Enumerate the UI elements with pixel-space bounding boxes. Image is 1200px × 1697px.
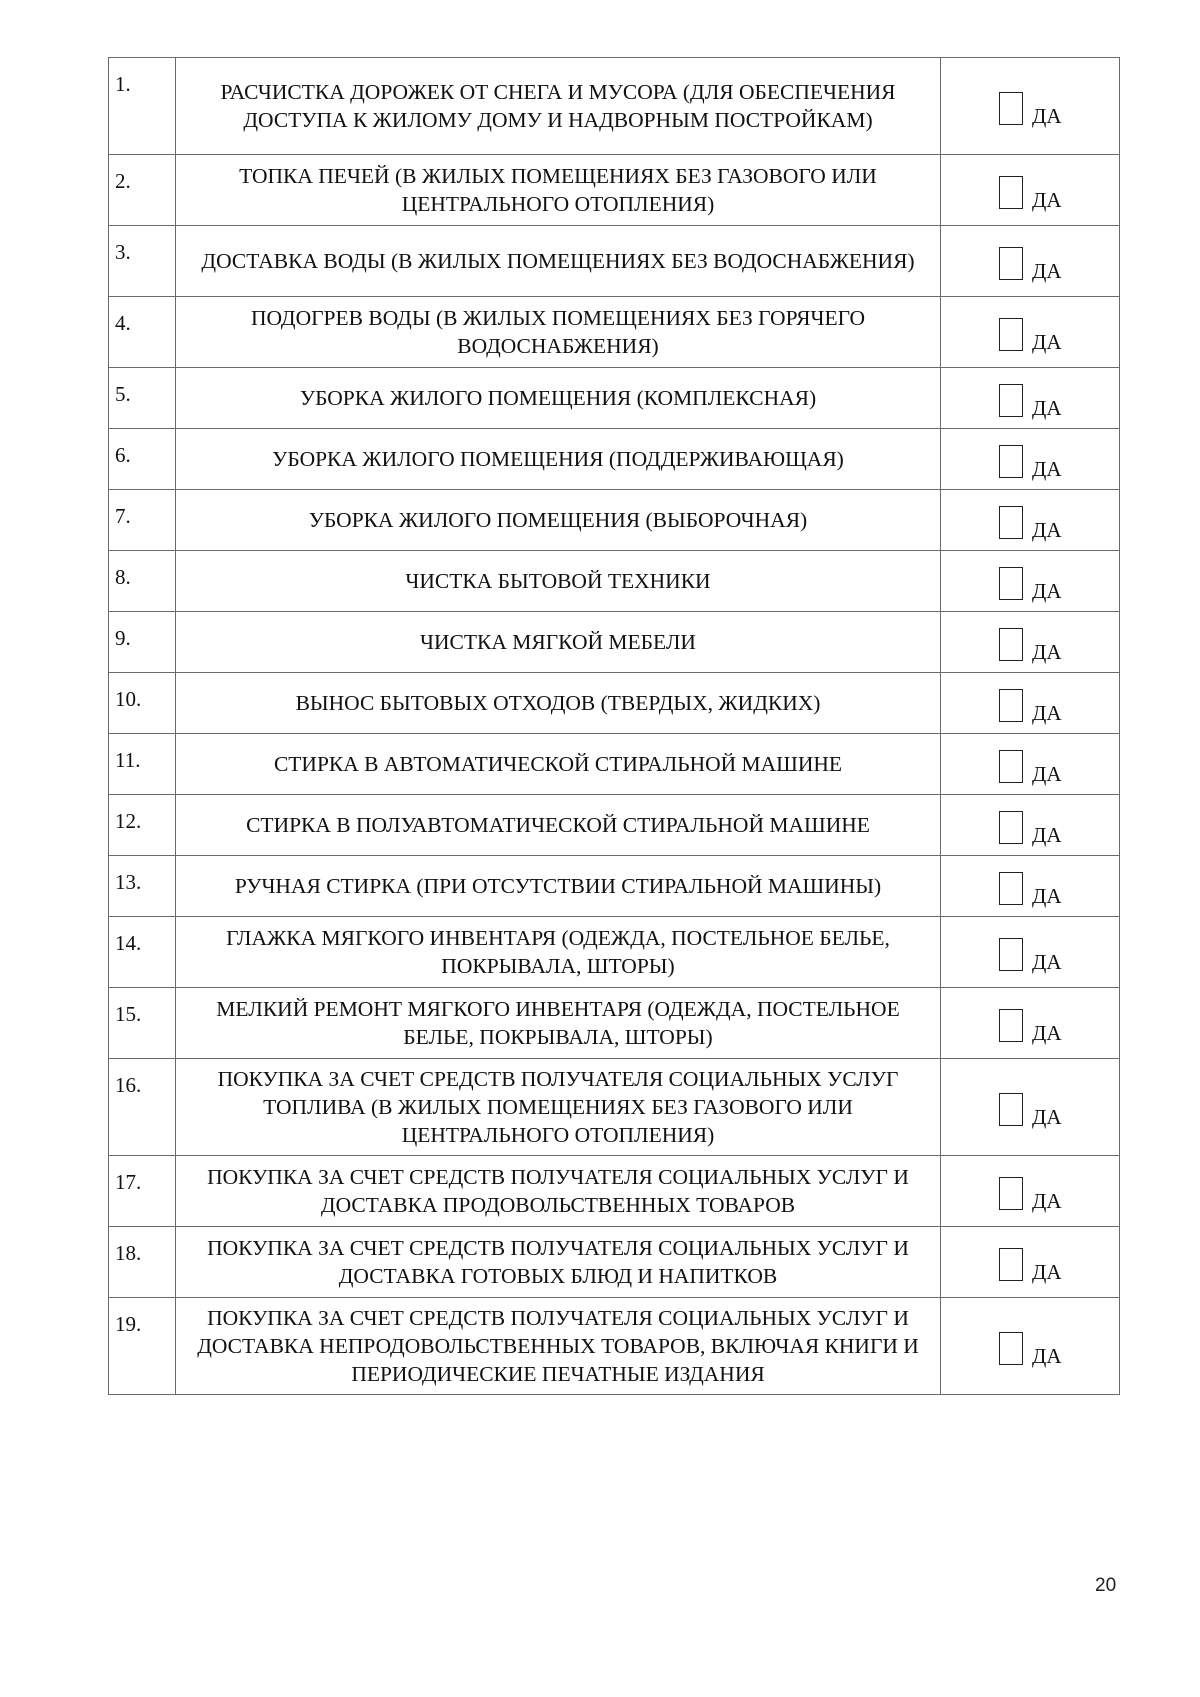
row-number: 4. xyxy=(109,297,176,368)
row-number: 19. xyxy=(109,1298,176,1395)
yes-checkbox[interactable] xyxy=(999,176,1023,209)
row-number: 2. xyxy=(109,155,176,226)
table-row xyxy=(109,988,1120,1059)
row-number: 13. xyxy=(109,856,176,917)
yes-checkbox[interactable] xyxy=(999,1248,1023,1281)
yes-checkbox[interactable] xyxy=(999,1177,1023,1210)
service-description: ПОДОГРЕВ ВОДЫ (В ЖИЛЫХ ПОМЕЩЕНИЯХ БЕЗ ГОРЯЧЕГО ВОДОСНАБЖЕНИЯ) xyxy=(176,297,941,368)
service-description: ГЛАЖКА МЯГКОГО ИНВЕНТАРЯ (ОДЕЖДА, ПОСТЕЛЬНОЕ БЕЛЬЕ, ПОКРЫВАЛА, ШТОРЫ) xyxy=(176,917,941,988)
yes-label: ДА xyxy=(1032,103,1062,128)
yes-checkbox[interactable] xyxy=(999,567,1023,600)
table-row xyxy=(109,226,1120,297)
service-option-cell xyxy=(941,1059,1120,1156)
service-option-cell xyxy=(941,429,1120,490)
yes-label: ДА xyxy=(1032,1343,1062,1368)
service-option-cell xyxy=(941,226,1120,297)
service-description: ПОКУПКА ЗА СЧЕТ СРЕДСТВ ПОЛУЧАТЕЛЯ СОЦИАЛЬНЫХ УСЛУГ ТОПЛИВА (В ЖИЛЫХ ПОМЕЩЕНИЯХ БЕЗ ГАЗОВОГО ИЛИ ЦЕНТРАЛЬНОГО ОТОПЛЕНИЯ) xyxy=(176,1059,941,1156)
service-option-cell xyxy=(941,1227,1120,1298)
service-description: ЧИСТКА МЯГКОЙ МЕБЕЛИ xyxy=(176,612,941,673)
service-option-cell xyxy=(941,297,1120,368)
table-row xyxy=(109,1156,1120,1227)
yes-option[interactable] xyxy=(941,563,1119,603)
row-number: 18. xyxy=(109,1227,176,1298)
yes-label: ДА xyxy=(1032,329,1062,354)
yes-label: ДА xyxy=(1032,822,1062,847)
table-row xyxy=(109,490,1120,551)
yes-checkbox[interactable] xyxy=(999,384,1023,417)
service-option-cell xyxy=(941,988,1120,1059)
yes-label: ДА xyxy=(1032,456,1062,481)
yes-option[interactable] xyxy=(941,1089,1119,1129)
yes-option[interactable] xyxy=(941,243,1119,283)
service-option-cell xyxy=(941,368,1120,429)
service-option-cell xyxy=(941,734,1120,795)
yes-label: ДА xyxy=(1032,517,1062,542)
service-description: УБОРКА ЖИЛОГО ПОМЕЩЕНИЯ (ВЫБОРОЧНАЯ) xyxy=(176,490,941,551)
yes-option[interactable] xyxy=(941,1244,1119,1284)
row-number: 8. xyxy=(109,551,176,612)
service-option-cell xyxy=(941,917,1120,988)
yes-checkbox[interactable] xyxy=(999,811,1023,844)
service-description: ДОСТАВКА ВОДЫ (В ЖИЛЫХ ПОМЕЩЕНИЯХ БЕЗ ВОДОСНАБЖЕНИЯ) xyxy=(176,226,941,297)
yes-checkbox[interactable] xyxy=(999,938,1023,971)
row-number: 14. xyxy=(109,917,176,988)
row-number: 5. xyxy=(109,368,176,429)
yes-label: ДА xyxy=(1032,395,1062,420)
yes-label: ДА xyxy=(1032,578,1062,603)
page-number: 20 xyxy=(1095,1575,1117,1596)
service-description: РУЧНАЯ СТИРКА (ПРИ ОТСУТСТВИИ СТИРАЛЬНОЙ МАШИНЫ) xyxy=(176,856,941,917)
yes-checkbox[interactable] xyxy=(999,445,1023,478)
table-row xyxy=(109,1298,1120,1395)
table-row xyxy=(109,612,1120,673)
yes-option[interactable] xyxy=(941,685,1119,725)
row-number: 9. xyxy=(109,612,176,673)
table-row xyxy=(109,429,1120,490)
yes-label: ДА xyxy=(1032,949,1062,974)
row-number: 17. xyxy=(109,1156,176,1227)
yes-checkbox[interactable] xyxy=(999,1009,1023,1042)
yes-option[interactable] xyxy=(941,88,1119,128)
yes-option[interactable] xyxy=(941,314,1119,354)
yes-label: ДА xyxy=(1032,700,1062,725)
table-row xyxy=(109,368,1120,429)
service-description: ПОКУПКА ЗА СЧЕТ СРЕДСТВ ПОЛУЧАТЕЛЯ СОЦИАЛЬНЫХ УСЛУГ И ДОСТАВКА ПРОДОВОЛЬСТВЕННЫХ ТОВАРОВ xyxy=(176,1156,941,1227)
yes-label: ДА xyxy=(1032,258,1062,283)
service-description: СТИРКА В ПОЛУАВТОМАТИЧЕСКОЙ СТИРАЛЬНОЙ МАШИНЕ xyxy=(176,795,941,856)
service-option-cell xyxy=(941,612,1120,673)
yes-checkbox[interactable] xyxy=(999,92,1023,125)
service-description: МЕЛКИЙ РЕМОНТ МЯГКОГО ИНВЕНТАРЯ (ОДЕЖДА, ПОСТЕЛЬНОЕ БЕЛЬЕ, ПОКРЫВАЛА, ШТОРЫ) xyxy=(176,988,941,1059)
yes-checkbox[interactable] xyxy=(999,872,1023,905)
yes-label: ДА xyxy=(1032,1259,1062,1284)
yes-label: ДА xyxy=(1032,639,1062,664)
service-description: ЧИСТКА БЫТОВОЙ ТЕХНИКИ xyxy=(176,551,941,612)
yes-option[interactable] xyxy=(941,172,1119,212)
table-row xyxy=(109,673,1120,734)
service-option-cell xyxy=(941,795,1120,856)
yes-checkbox[interactable] xyxy=(999,628,1023,661)
row-number: 10. xyxy=(109,673,176,734)
service-description: ТОПКА ПЕЧЕЙ (В ЖИЛЫХ ПОМЕЩЕНИЯХ БЕЗ ГАЗОВОГО ИЛИ ЦЕНТРАЛЬНОГО ОТОПЛЕНИЯ) xyxy=(176,155,941,226)
table-row xyxy=(109,734,1120,795)
service-description: СТИРКА В АВТОМАТИЧЕСКОЙ СТИРАЛЬНОЙ МАШИНЕ xyxy=(176,734,941,795)
services-table xyxy=(108,57,1120,1395)
yes-option[interactable] xyxy=(941,441,1119,481)
service-option-cell xyxy=(941,856,1120,917)
yes-checkbox[interactable] xyxy=(999,1093,1023,1126)
yes-option[interactable] xyxy=(941,380,1119,420)
service-description: ПОКУПКА ЗА СЧЕТ СРЕДСТВ ПОЛУЧАТЕЛЯ СОЦИАЛЬНЫХ УСЛУГ И ДОСТАВКА НЕПРОДОВОЛЬСТВЕННЫХ ТОВАРОВ, ВКЛЮЧАЯ КНИГИ И ПЕРИОДИЧЕСКИЕ ПЕЧАТНЫЕ ИЗДАНИЯ xyxy=(176,1298,941,1395)
service-option-cell xyxy=(941,490,1120,551)
service-option-cell xyxy=(941,155,1120,226)
yes-label: ДА xyxy=(1032,187,1062,212)
yes-option[interactable] xyxy=(941,746,1119,786)
yes-checkbox[interactable] xyxy=(999,318,1023,351)
yes-option[interactable] xyxy=(941,624,1119,664)
yes-checkbox[interactable] xyxy=(999,506,1023,539)
row-number: 3. xyxy=(109,226,176,297)
service-option-cell xyxy=(941,1156,1120,1227)
table-row xyxy=(109,1059,1120,1156)
yes-option[interactable] xyxy=(941,1173,1119,1213)
yes-checkbox[interactable] xyxy=(999,689,1023,722)
service-description: ВЫНОС БЫТОВЫХ ОТХОДОВ (ТВЕРДЫХ, ЖИДКИХ) xyxy=(176,673,941,734)
yes-option[interactable] xyxy=(941,1328,1119,1368)
table-row xyxy=(109,1227,1120,1298)
table-row xyxy=(109,155,1120,226)
table-row xyxy=(109,856,1120,917)
row-number: 7. xyxy=(109,490,176,551)
service-description: УБОРКА ЖИЛОГО ПОМЕЩЕНИЯ (КОМПЛЕКСНАЯ) xyxy=(176,368,941,429)
service-option-cell xyxy=(941,58,1120,155)
row-number: 16. xyxy=(109,1059,176,1156)
service-option-cell xyxy=(941,673,1120,734)
yes-label: ДА xyxy=(1032,1188,1062,1213)
yes-label: ДА xyxy=(1032,1104,1062,1129)
service-description: РАСЧИСТКА ДОРОЖЕК ОТ СНЕГА И МУСОРА (ДЛЯ ОБЕСПЕЧЕНИЯ ДОСТУПА К ЖИЛОМУ ДОМУ И НАДВОРНЫМ ПОСТРОЙКАМ) xyxy=(176,58,941,155)
row-number: 6. xyxy=(109,429,176,490)
service-description: ПОКУПКА ЗА СЧЕТ СРЕДСТВ ПОЛУЧАТЕЛЯ СОЦИАЛЬНЫХ УСЛУГ И ДОСТАВКА ГОТОВЫХ БЛЮД И НАПИТКОВ xyxy=(176,1227,941,1298)
table-row xyxy=(109,917,1120,988)
row-number: 15. xyxy=(109,988,176,1059)
service-description: УБОРКА ЖИЛОГО ПОМЕЩЕНИЯ (ПОДДЕРЖИВАЮЩАЯ) xyxy=(176,429,941,490)
yes-label: ДА xyxy=(1032,761,1062,786)
yes-label: ДА xyxy=(1032,883,1062,908)
yes-checkbox[interactable] xyxy=(999,750,1023,783)
yes-option[interactable] xyxy=(941,807,1119,847)
yes-option[interactable] xyxy=(941,502,1119,542)
table-row xyxy=(109,58,1120,155)
row-number: 1. xyxy=(109,58,176,155)
service-option-cell xyxy=(941,551,1120,612)
yes-checkbox[interactable] xyxy=(999,1332,1023,1365)
row-number: 12. xyxy=(109,795,176,856)
yes-option[interactable] xyxy=(941,934,1119,974)
row-number: 11. xyxy=(109,734,176,795)
yes-label: ДА xyxy=(1032,1020,1062,1045)
table-row xyxy=(109,551,1120,612)
service-option-cell xyxy=(941,1298,1120,1395)
table-row xyxy=(109,297,1120,368)
services-table-body xyxy=(109,58,1120,1395)
table-row xyxy=(109,795,1120,856)
yes-option[interactable] xyxy=(941,1005,1119,1045)
yes-option[interactable] xyxy=(941,868,1119,908)
yes-checkbox[interactable] xyxy=(999,247,1023,280)
